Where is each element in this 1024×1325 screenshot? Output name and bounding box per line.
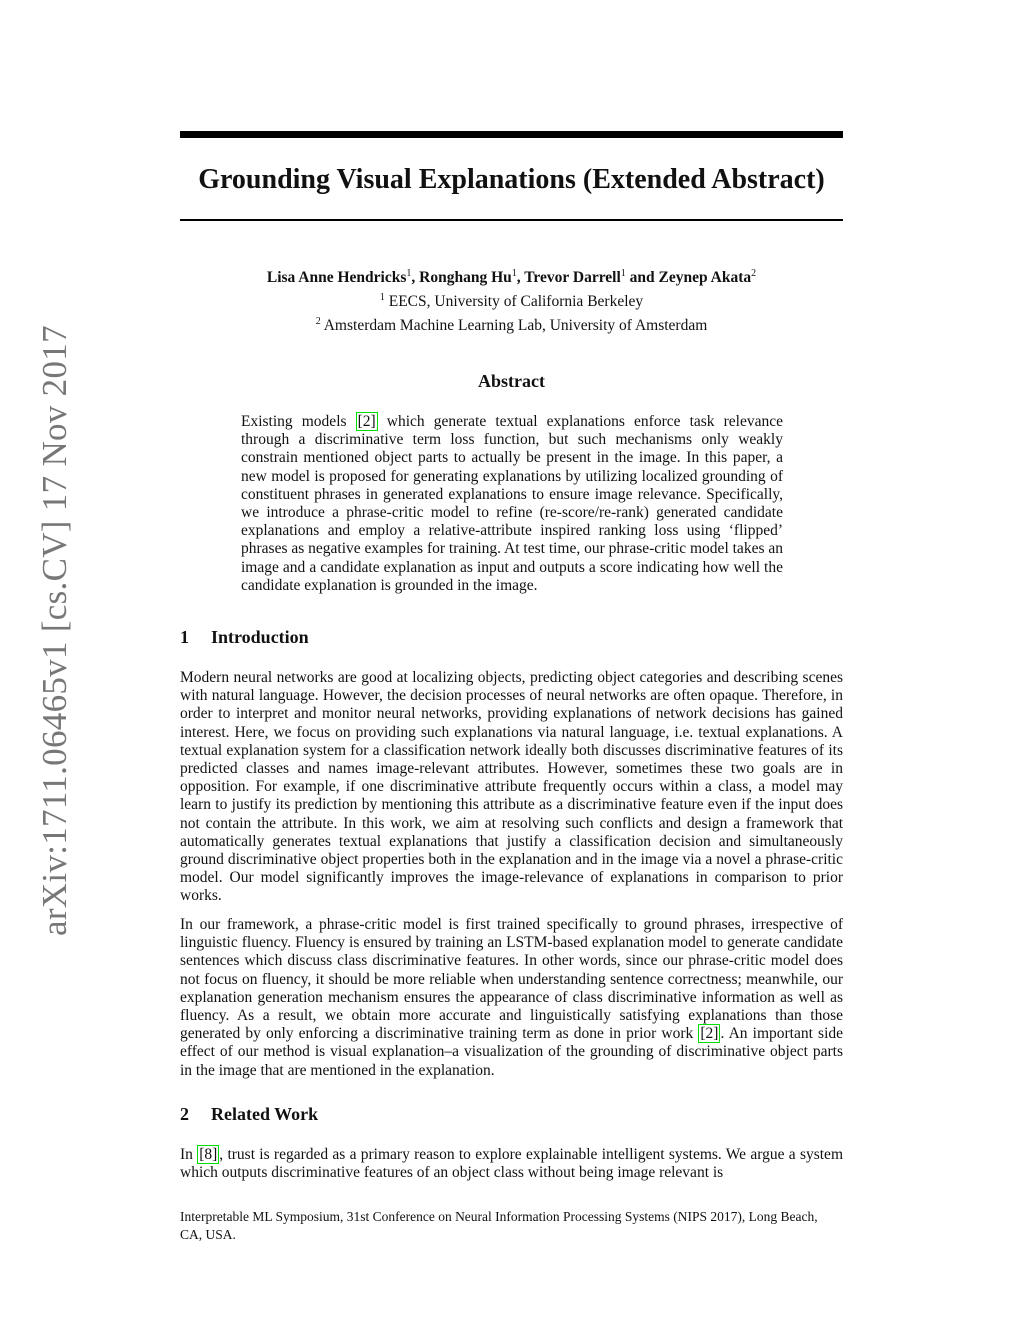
paragraph-text: In our framework, a phrase-critic model is first trained specifically to ground phrases, irrespective of linguistic fluency. Fluency is ensured by training an LSTM-based explanation model to generate candidate sentences which discuss class discriminative features. In other words, since our phrase-critic model does not focus on fluency, it should be more reliable when understanding sentence correctness; meanwhile, our explanation generation mechanism ensures the appearance of class discriminative information as well as fluency. As a result, we obtain more accurate and linguistically satisfying explanations than those generated by only enforcing a discriminative training term as done in prior work (180, 916, 843, 1043)
related-paragraph-1 (180, 1146, 843, 1182)
author-names (180, 264, 843, 288)
section-heading-introduction (180, 627, 309, 648)
affiliation-mark: 2 (315, 316, 321, 328)
separator: and (625, 269, 659, 287)
affiliation-mark: 1 (620, 268, 626, 279)
affiliation-mark: 1 (379, 292, 385, 304)
author-name: Ronghang Hu (419, 269, 512, 287)
affiliation-mark: 2 (751, 268, 757, 279)
author-name: Zeynep Akata (658, 269, 752, 287)
separator: , (516, 269, 525, 287)
title-top-rule (180, 131, 843, 138)
paragraph-text: . An important side effect of our method is visual explanation–a visualization of the grounding of discriminative object parts in the image that are mentioned in the explanation. (180, 1025, 844, 1079)
affiliation-1 (180, 288, 843, 312)
abstract-text: Existing models (241, 413, 356, 430)
abstract-body (241, 413, 783, 595)
citation-link[interactable]: [2] (700, 1025, 719, 1043)
affiliation-2 (180, 312, 843, 336)
author-block (180, 264, 843, 336)
affiliation-mark: 1 (406, 268, 412, 279)
author-name: Trevor Darrell (524, 269, 621, 287)
arxiv-side-label: arXiv:1711.06465v1 [cs.CV] 17 Nov 2017 (35, 325, 74, 936)
paragraph-text: In (180, 1146, 198, 1163)
intro-paragraph-1: Modern neural networks are good at localizing objects, predicting object categories and describing scenes with natural language. However, the decision processes of neural networks are often opaque. Therefore, in order to interpret and monitor neural networks, providing explanations of network decisions has gained interest. Here, we focus on providing such explanations via natural language, i.e. textual explanations. A textual explanation system for a classification network ideally both discusses discriminative features of its predicted classes and names image-relevant attributes. However, sometimes these two goals are in opposition. For example, if one discriminative attribute frequently occurs within a class, a model may learn to justify its prediction by mentioning this attribute as a discriminative feature even if the input does not contain the attribute. In this work, we aim at resolving such conflicts and design a framework that automatically generates textual explanations that justify a classification decision and simultaneously ground discriminative object properties both in the explanation and in the image via a novel a phrase-critic model. Our model significantly improves the image-relevance of explanations in comparison to prior works. (180, 669, 843, 905)
section-title: Introduction (211, 627, 309, 647)
author-name: Lisa Anne Hendricks (266, 269, 407, 287)
separator: , (411, 269, 420, 287)
section-heading-related-work (180, 1104, 318, 1125)
citation-link[interactable]: [2] (357, 413, 376, 430)
section-number: 1 (180, 627, 189, 647)
intro-paragraph-2 (180, 916, 843, 1080)
footnote: Interpretable ML Symposium, 31st Conference on Neural Information Processing Systems (NIPS 2017), Long Beach, CA, USA. (180, 1209, 818, 1242)
abstract-text: which generate textual explanations enforce task relevance through a discriminative term loss function, but such mechanisms only weakly constrain mentioned object parts to actually be present in the image. In this paper, a new model is proposed for generating explanations by utilizing localized grounding of constituent phrases in generated explanations to ensure image relevance. Specifically, we introduce a phrase-critic model to refine (re-score/re-rank) generated candidate explanations and employ a relative-attribute inspired ranking loss using ‘flipped’ phrases as negative examples for training. At test time, our phrase-critic model takes an image and a candidate explanation as input and outputs a score indicating how well the candidate explanation is grounded in the image. (241, 413, 783, 594)
title-bottom-rule (180, 219, 843, 221)
citation-link[interactable]: [8] (199, 1146, 218, 1163)
affiliation-text: EECS, University of California Berkeley (384, 293, 644, 311)
section-title: Related Work (211, 1104, 319, 1124)
section-number: 2 (180, 1104, 189, 1124)
affiliation-mark: 1 (511, 268, 517, 279)
paper-title: Grounding Visual Explanations (Extended Abstract) (198, 164, 825, 195)
abstract-heading: Abstract (478, 371, 545, 391)
affiliation-text: Amsterdam Machine Learning Lab, University of Amsterdam (320, 317, 708, 335)
paragraph-text: , trust is regarded as a primary reason to explore explainable intelligent systems. We argue a system which outputs discriminative features of an object class without being image relevant is (180, 1146, 843, 1182)
